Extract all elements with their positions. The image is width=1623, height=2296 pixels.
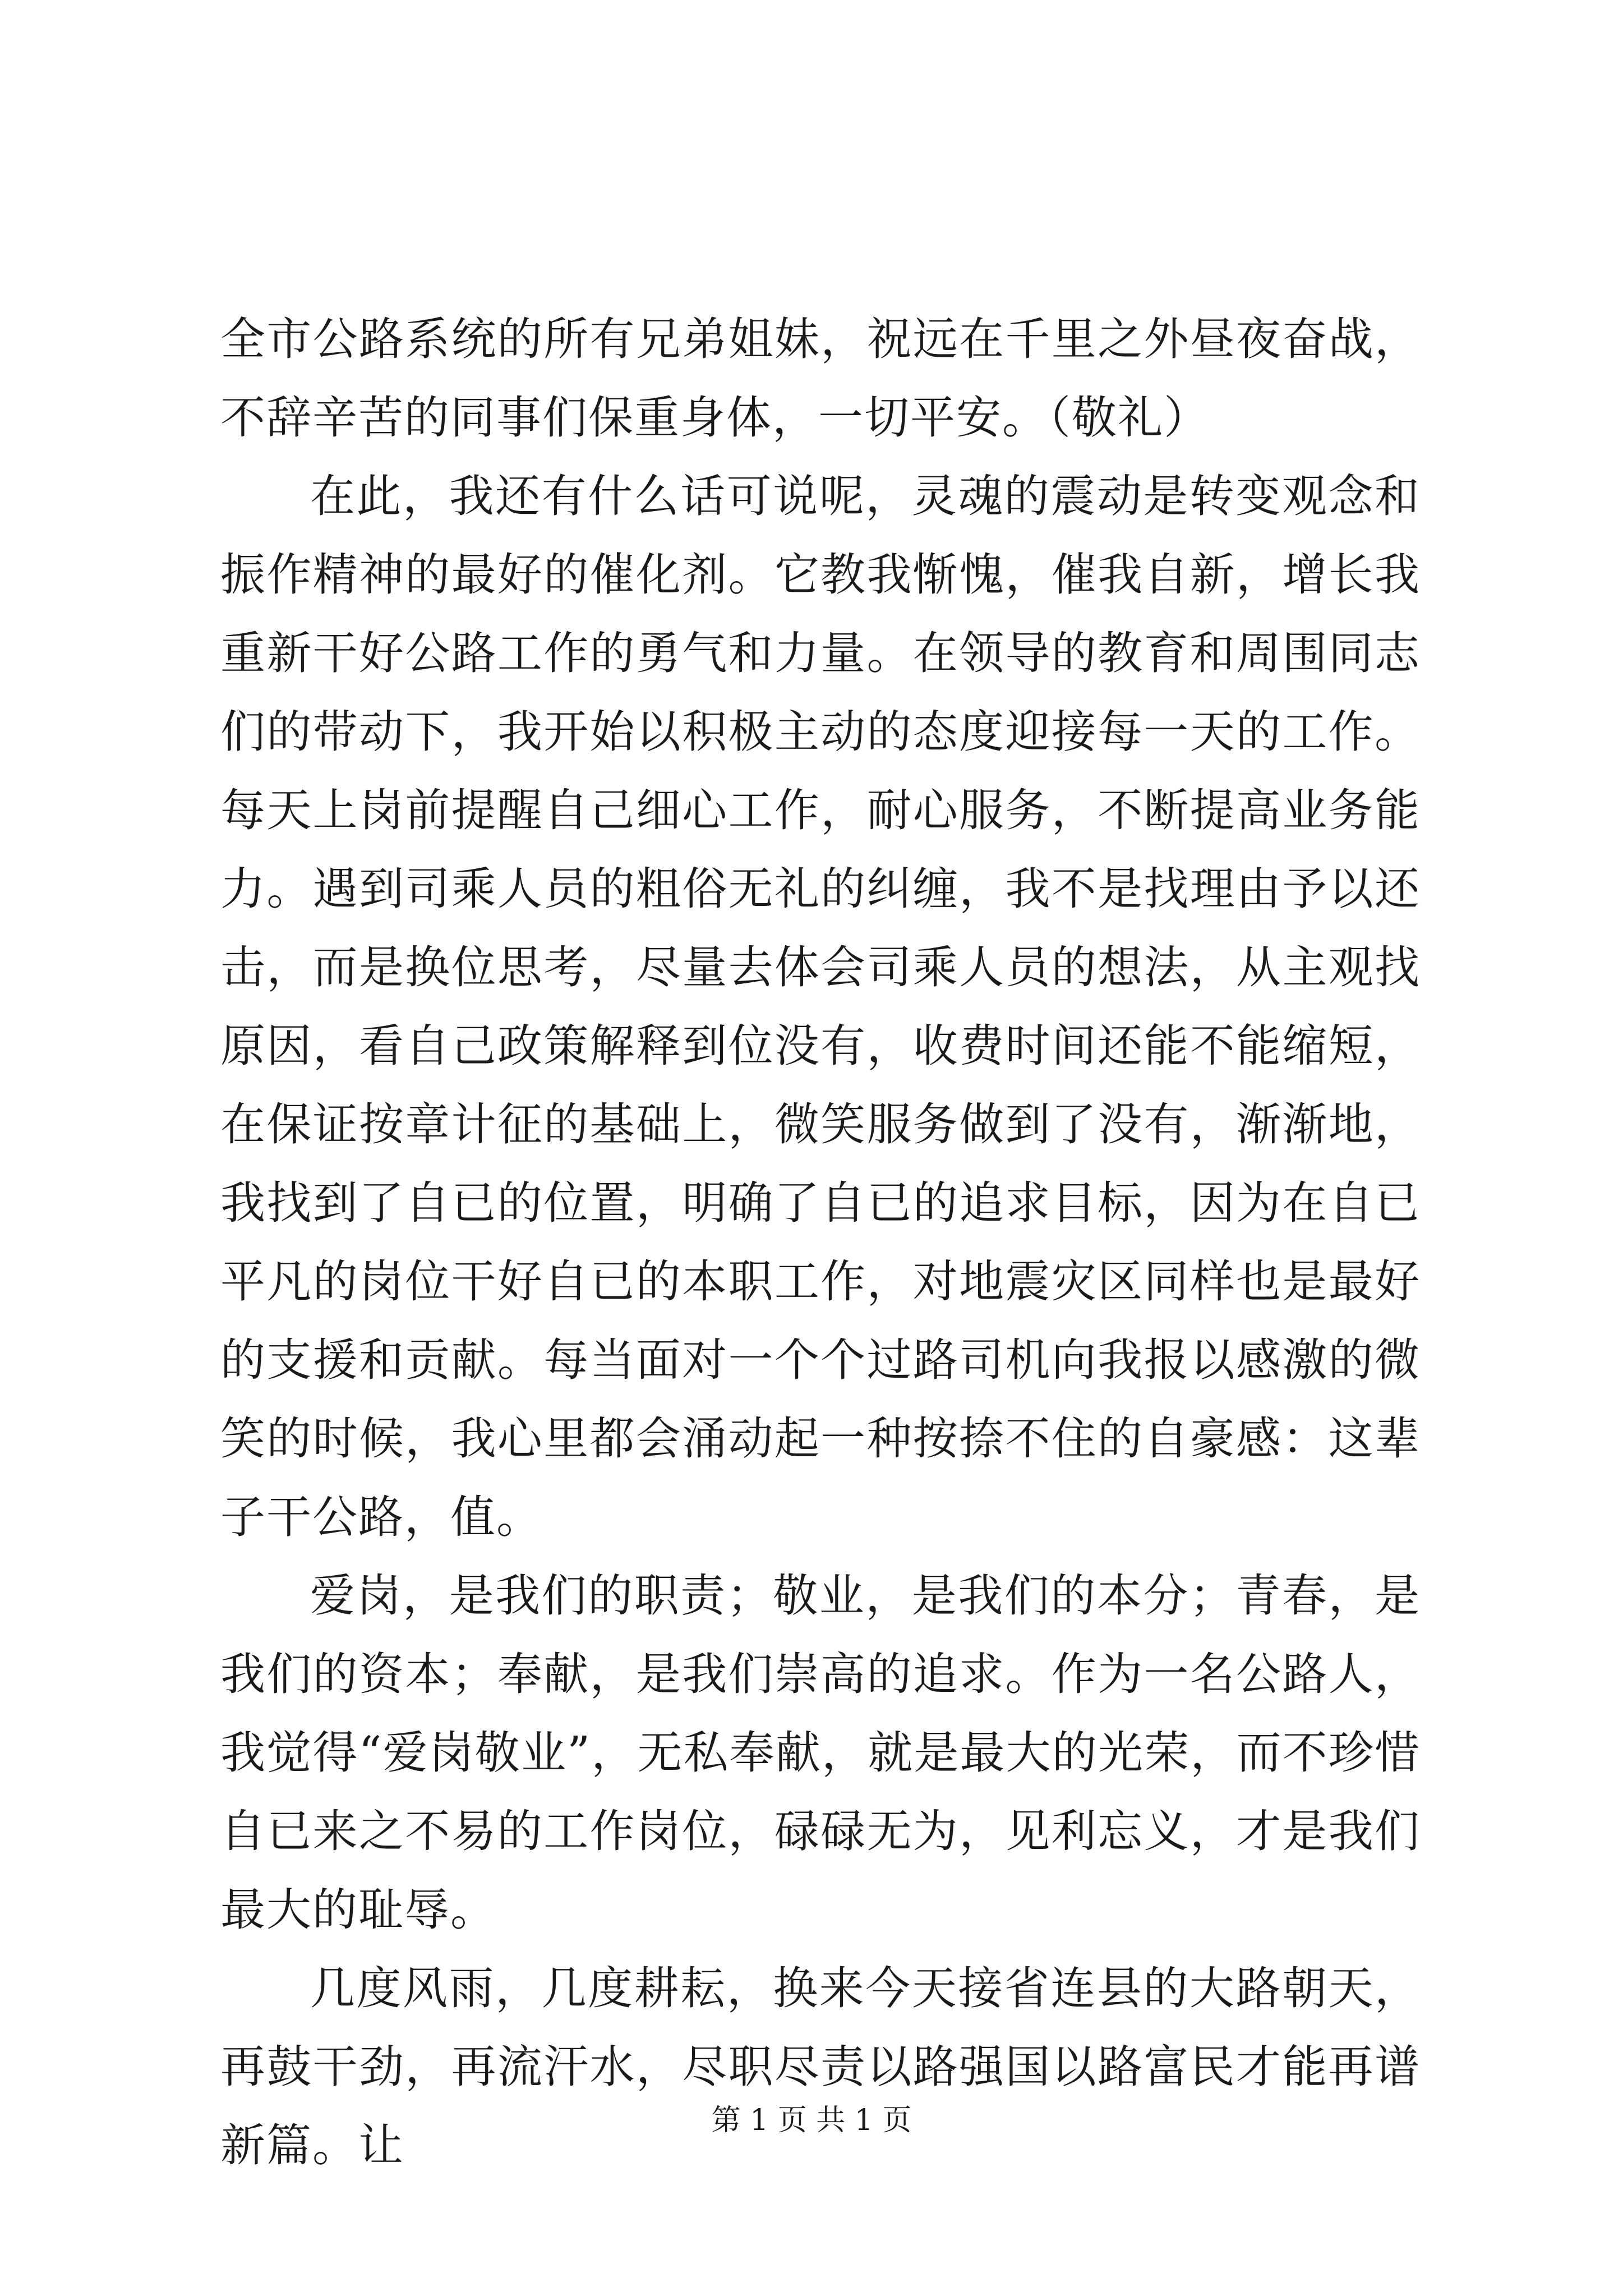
paragraph-2: 在此，我还有什么话可说呢，灵魂的震动是转变观念和振作精神的最好的催化剂。它教我惭愧，催我自新，增长我重新干好公路工作的勇气和力量。在领导的教育和周围同志们的带动下，我开始以积极主动的态度迎接每一天的工作。每天上岗前提醒自己细心工作，耐心服务，不断提高业务能力。遇到司乘人员的粗俗无礼的纠缠，我不是找理由予以还击，而是换位思考，尽量去体会司乘人员的想法，从主观找原因，看自己政策解释到位没有，收费时间还能不能缩短，在保证按章计征的基础上，微笑服务做到了没有，渐渐地，我找到了自已的位置，明确了自已的追求目标，因为在自已平凡的岗位干好自已的本职工作，对地震灾区同样也是最好的支援和贡献。每当面对一个个过路司机向我报以感激的微笑的时候，我心里都会涌动起一种按捺不住的自豪感：这辈子干公路，值。: [220, 470, 1421, 1543]
paragraph-3: 爱岗，是我们的职责；敬业，是我们的本分；青春，是我们的资本；奉献，是我们崇高的追求。作为一名公路人，我觉得“爱岗敬业”，无私奉献，就是最大的光荣，而不珍惜自已来之不易的工作岗位，碌碌无为，见利忘义，才是我们最大的耻辱。: [220, 1570, 1421, 1936]
paragraph-1: 全市公路系统的所有兄弟姐妹，祝远在千里之外昼夜奋战，不辞辛苦的同事们保重身体，一切平安。（敬礼）: [220, 313, 1421, 444]
document-body: [220, 300, 1421, 2185]
page-footer: 第 1 页 共 1 页: [711, 2104, 912, 2137]
paragraph-4: 几度风雨，几度耕耘，换来今天接省连县的大路朝天，再鼓干劲，再流汗水，尽职尽责以路强国以路富民才能再谱新篇。让: [220, 1962, 1421, 2171]
